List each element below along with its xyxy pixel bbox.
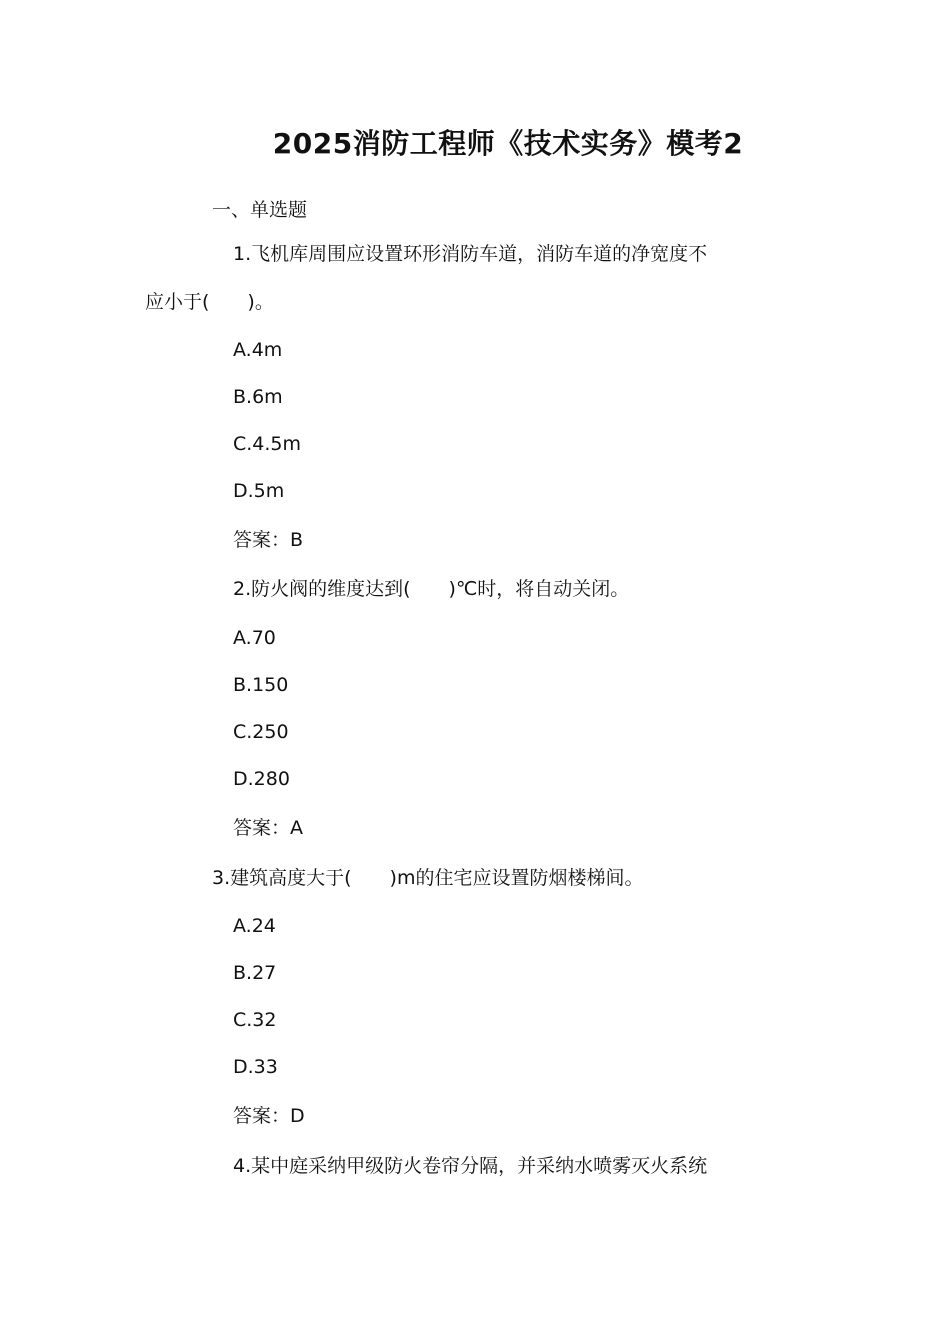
option-d: D.280 bbox=[233, 768, 290, 790]
question-stem: 2.防火阀的维度达到( )℃时，将自动关闭。 bbox=[233, 578, 630, 600]
option-d: D.33 bbox=[233, 1056, 278, 1078]
question-stem: 3.建筑高度大于( )m的住宅应设置防烟楼梯间。 bbox=[212, 867, 644, 889]
document-title: 2025消防工程师《技术实务》模考2 bbox=[272, 127, 744, 160]
option-b: B.27 bbox=[233, 962, 277, 984]
section-heading: 一、单选题 bbox=[212, 199, 308, 221]
question-stem: 4.某中庭采纳甲级防火卷帘分隔，并采纳水喷雾灭火系统 bbox=[233, 1155, 708, 1177]
answer: 答案：B bbox=[233, 529, 304, 551]
option-c: C.32 bbox=[233, 1009, 277, 1031]
option-c: C.250 bbox=[233, 721, 289, 743]
option-a: A.70 bbox=[233, 627, 276, 649]
option-d: D.5m bbox=[233, 480, 285, 502]
option-b: B.150 bbox=[233, 674, 289, 696]
question-stem-continued: 应小于( )。 bbox=[145, 291, 274, 313]
question-stem: 1.飞机库周围应设置环形消防车道，消防车道的净宽度不 bbox=[233, 243, 708, 265]
option-c: C.4.5m bbox=[233, 433, 302, 455]
answer: 答案：A bbox=[233, 817, 303, 839]
answer: 答案：D bbox=[233, 1105, 305, 1127]
option-a: A.24 bbox=[233, 915, 276, 937]
option-a: A.4m bbox=[233, 339, 283, 361]
option-b: B.6m bbox=[233, 386, 283, 408]
